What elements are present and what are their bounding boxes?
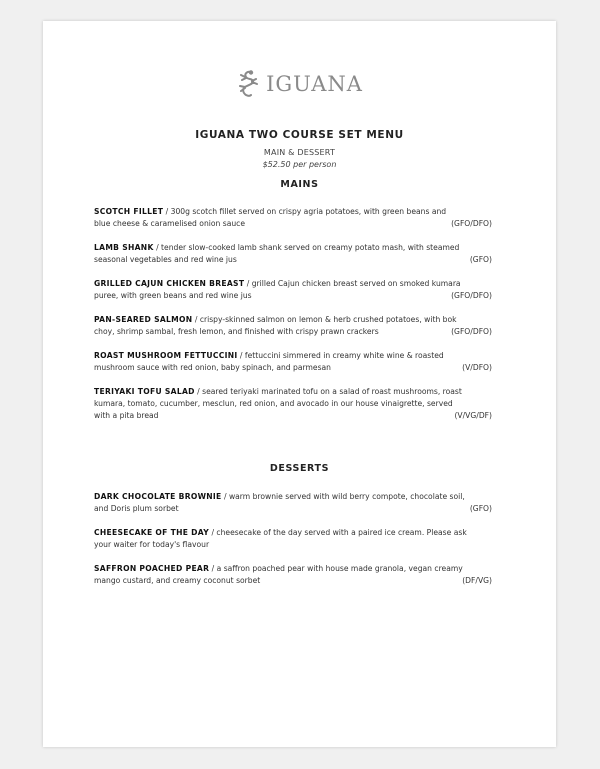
item-desc: crispy-skinned salmon on lemon & herb crushed potatoes, with bok	[199, 315, 457, 324]
item-separator: /	[163, 207, 171, 216]
item-separator: /	[153, 243, 162, 252]
dietary-tag: (V/DFO)	[458, 362, 492, 374]
item-desc: a saffron poached pear with house made granola, vegan creamy	[216, 564, 463, 573]
menu-item-cheesecake	[94, 527, 492, 551]
menu-item-cajun-chicken	[94, 278, 492, 302]
item-desc: tender slow-cooked lamb shank served on creamy potato mash, with steamed	[161, 243, 460, 252]
menu-page	[43, 21, 556, 747]
item-desc: warm brownie served with wild berry compote, chocolate soil,	[228, 492, 465, 501]
item-name: TERIYAKI TOFU SALAD	[94, 387, 195, 396]
mains-list	[94, 206, 492, 434]
item-desc: with a pita bread	[94, 411, 159, 420]
item-name: CHEESECAKE OF THE DAY	[94, 528, 210, 537]
item-separator: /	[192, 315, 200, 324]
brand-name: IGUANA	[266, 72, 363, 96]
menu-item-salmon	[94, 314, 492, 338]
item-name: PAN-SEARED SALMON	[94, 315, 193, 324]
item-desc: mushroom sauce with red onion, baby spinach, and parmesan	[94, 363, 331, 372]
dietary-tag: (V/VG/DF)	[450, 410, 492, 422]
item-name: SCOTCH FILLET	[94, 207, 164, 216]
item-separator: /	[209, 564, 217, 573]
item-desc: seasonal vegetables and red wine jus	[94, 255, 237, 264]
item-desc: puree, with green beans and red wine jus	[94, 291, 252, 300]
item-desc: fettuccini simmered in creamy white wine & roasted	[244, 351, 444, 360]
item-separator: /	[237, 351, 245, 360]
item-name: DARK CHOCOLATE BROWNIE	[94, 492, 222, 501]
desserts-list	[94, 491, 492, 599]
menu-header	[43, 129, 556, 169]
item-desc: mango custard, and creamy coconut sorbet	[94, 576, 261, 585]
item-separator: /	[244, 279, 252, 288]
menu-item-scotch-fillet	[94, 206, 492, 230]
dietary-tag: (GFO/DFO)	[447, 218, 492, 230]
dietary-tag: (GFO/DFO)	[447, 290, 492, 302]
menu-item-lamb-shank	[94, 242, 492, 266]
item-separator: /	[194, 387, 203, 396]
item-desc: and Doris plum sorbet	[94, 504, 179, 513]
dietary-tag: (GFO/DFO)	[447, 326, 492, 338]
menu-item-tofu-salad	[94, 386, 492, 422]
menu-item-fettuccini	[94, 350, 492, 374]
item-name: ROAST MUSHROOM FETTUCCINI	[94, 351, 238, 360]
menu-title: IGUANA TWO COURSE SET MENU	[195, 129, 404, 141]
item-desc: grilled Cajun chicken breast served on smoked kumara	[251, 279, 461, 288]
menu-item-poached-pear	[94, 563, 492, 587]
brand-logo	[43, 69, 556, 99]
dietary-tag: (GFO)	[466, 254, 492, 266]
item-name: SAFFRON POACHED PEAR	[94, 564, 210, 573]
desserts-heading: DESSERTS	[269, 463, 330, 474]
item-desc: kumara, tomato, cucumber, mesclun, red onion, and avocado in our house vinaigrette, served	[94, 399, 453, 408]
item-desc: choy, shrimp sambal, fresh lemon, and finished with crispy prawn crackers	[94, 327, 379, 336]
item-name: GRILLED CAJUN CHICKEN BREAST	[94, 279, 245, 288]
dietary-tag: (GFO)	[466, 503, 492, 515]
item-desc: 300g scotch fillet served on crispy agria potatoes, with green beans and	[170, 207, 447, 216]
gecko-icon	[236, 69, 262, 99]
item-separator: /	[221, 492, 229, 501]
menu-price: $52.50 per person	[262, 160, 337, 169]
dietary-tag: (DF/VG)	[458, 575, 492, 587]
item-desc: cheesecake of the day served with a paired ice cream. Please ask	[216, 528, 467, 537]
menu-subtitle: MAIN & DESSERT	[263, 148, 336, 157]
mains-heading: MAINS	[280, 179, 319, 190]
item-desc: seared teriyaki marinated tofu on a salad of roast mushrooms, roast	[202, 387, 462, 396]
item-desc: your waiter for today's flavour	[94, 540, 210, 549]
item-desc: blue cheese & caramelised onion sauce	[94, 219, 246, 228]
menu-item-brownie	[94, 491, 492, 515]
item-name: LAMB SHANK	[94, 243, 154, 252]
item-separator: /	[209, 528, 217, 537]
